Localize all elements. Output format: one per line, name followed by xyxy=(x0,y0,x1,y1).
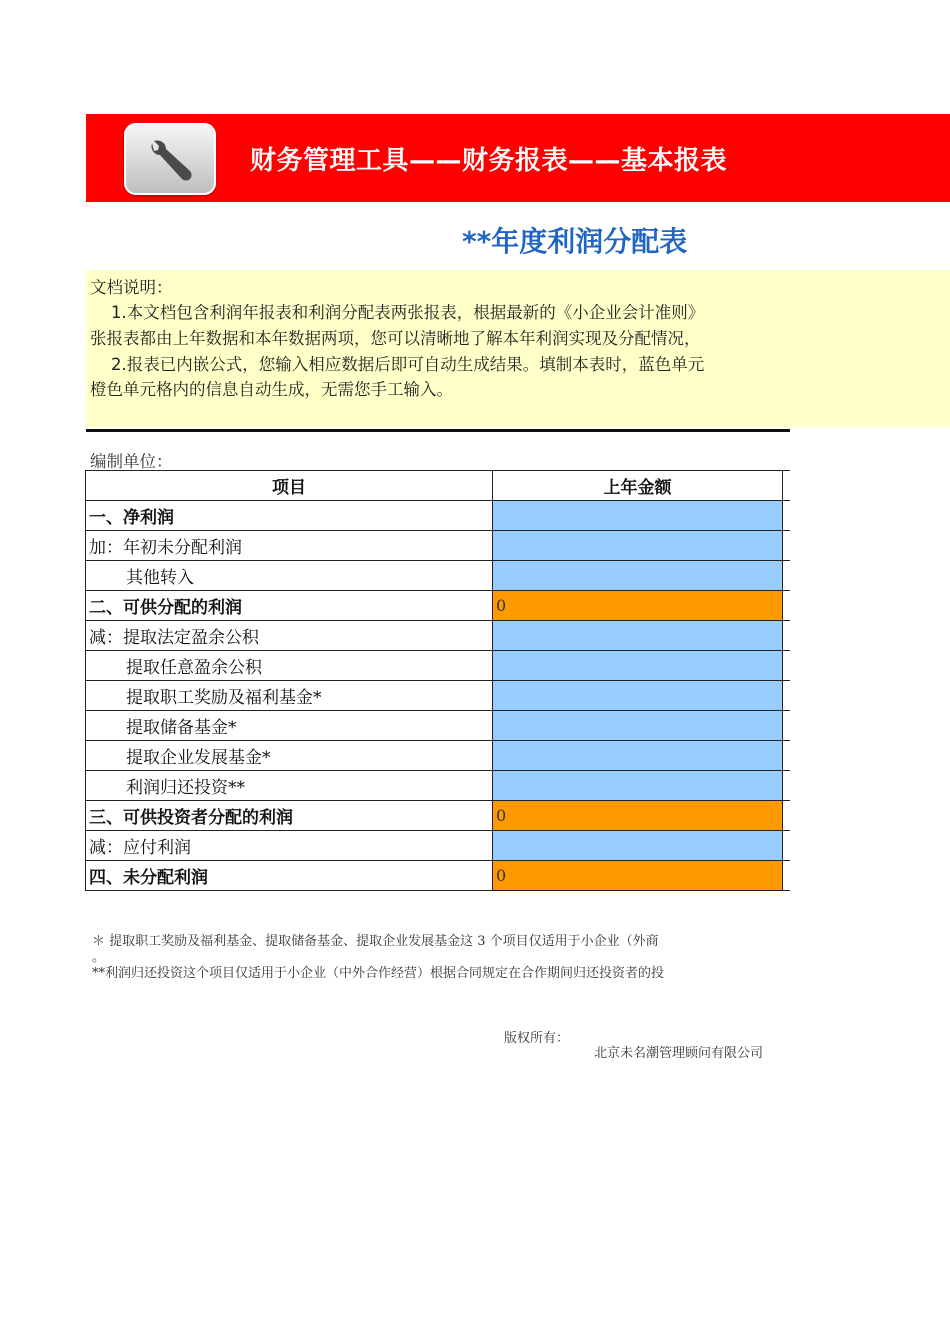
header-prev-year: 上年金额 xyxy=(493,471,783,501)
overflow-cell xyxy=(783,771,791,801)
table-row xyxy=(86,651,791,681)
overflow-cell xyxy=(783,711,791,741)
formula-cell-prev-year: 0 xyxy=(493,591,783,621)
input-cell-prev-year[interactable] xyxy=(493,651,783,681)
row-item-label: 三、可供投资者分配的利润 xyxy=(86,801,493,831)
wrench-icon[interactable] xyxy=(124,123,216,195)
input-cell-prev-year[interactable] xyxy=(493,621,783,651)
row-item-label: 提取任意盈余公积 xyxy=(86,651,493,681)
table-row xyxy=(86,681,791,711)
overflow-cell xyxy=(783,531,791,561)
description-line: 张报表都由上年数据和本年数据两项，您可以清晰地了解本年利润实现及分配情况， xyxy=(90,329,701,348)
footnote: 。 xyxy=(92,950,106,965)
overflow-cell xyxy=(783,651,791,681)
table-row xyxy=(86,621,791,651)
description-line: 文档说明： xyxy=(90,278,173,297)
input-cell-prev-year[interactable] xyxy=(493,771,783,801)
input-cell-prev-year[interactable] xyxy=(493,711,783,741)
row-item-label: 减：提取法定盈余公积 xyxy=(86,621,493,651)
table-row xyxy=(86,741,791,771)
document-description xyxy=(86,270,950,427)
copyright-label: 版权所有： xyxy=(504,1031,570,1046)
overflow-cell xyxy=(783,561,791,591)
input-cell-prev-year[interactable] xyxy=(493,681,783,711)
row-item-label: 提取储备基金* xyxy=(86,711,493,741)
unit-label: 编制单位： xyxy=(90,452,173,471)
profit-distribution-table xyxy=(85,470,790,922)
formula-cell-prev-year: 0 xyxy=(493,861,783,891)
overflow-cell xyxy=(783,681,791,711)
overflow-cell xyxy=(783,861,791,891)
input-cell-prev-year[interactable] xyxy=(493,501,783,531)
overflow-cell xyxy=(783,831,791,861)
input-cell-prev-year[interactable] xyxy=(493,831,783,861)
description-line: 橙色单元格内的信息自动生成，无需您手工输入。 xyxy=(90,380,453,399)
footnote: ＊ 提取职工奖励及福利基金、提取储备基金、提取企业发展基金这 3 个项目仅适用于小企业（外商 xyxy=(92,934,659,949)
row-item-label: 一、净利润 xyxy=(86,501,493,531)
overflow-cell xyxy=(783,741,791,771)
row-item-label: 二、可供分配的利润 xyxy=(86,591,493,621)
report-title: **年度利润分配表 xyxy=(462,225,688,258)
table-row xyxy=(86,591,791,621)
header-overflow xyxy=(783,471,791,501)
overflow-cell xyxy=(783,621,791,651)
table-row xyxy=(86,831,791,861)
table-row xyxy=(86,861,791,891)
formula-cell-prev-year: 0 xyxy=(493,801,783,831)
table-row xyxy=(86,531,791,561)
company-name: 北京未名潮管理顾问有限公司 xyxy=(594,1046,764,1061)
table-row xyxy=(86,711,791,741)
description-line: 1.本文档包含利润年报表和利润分配表两张报表，根据最新的《小企业会计准则》 xyxy=(90,303,705,322)
description-line: 2.报表已内嵌公式，您输入相应数据后即可自动生成结果。填制本表时，蓝色单元 xyxy=(90,355,705,374)
table-row xyxy=(86,501,791,531)
row-item-label: 减：应付利润 xyxy=(86,831,493,861)
row-item-label: 提取职工奖励及福利基金* xyxy=(86,681,493,711)
row-item-label: 利润归还投资** xyxy=(86,771,493,801)
overflow-cell xyxy=(783,801,791,831)
input-cell-prev-year[interactable] xyxy=(493,561,783,591)
table-row xyxy=(86,561,791,591)
table-row xyxy=(86,801,791,831)
table-header-row xyxy=(86,471,791,501)
row-item-label: 加：年初未分配利润 xyxy=(86,531,493,561)
header-item: 项目 xyxy=(86,471,493,501)
row-item-label: 四、未分配利润 xyxy=(86,861,493,891)
table-row xyxy=(86,771,791,801)
footnote: **利润归还投资这个项目仅适用于小企业（中外合作经营）根据合同规定在合作期间归还投资者的投 xyxy=(92,966,665,981)
divider xyxy=(86,429,790,432)
banner-title: 财务管理工具——财务报表——基本报表 xyxy=(250,146,728,176)
header-banner xyxy=(86,114,950,202)
overflow-cell xyxy=(783,501,791,531)
input-cell-prev-year[interactable] xyxy=(493,531,783,561)
overflow-cell xyxy=(783,591,791,621)
row-item-label: 其他转入 xyxy=(86,561,493,591)
input-cell-prev-year[interactable] xyxy=(493,741,783,771)
row-item-label: 提取企业发展基金* xyxy=(86,741,493,771)
